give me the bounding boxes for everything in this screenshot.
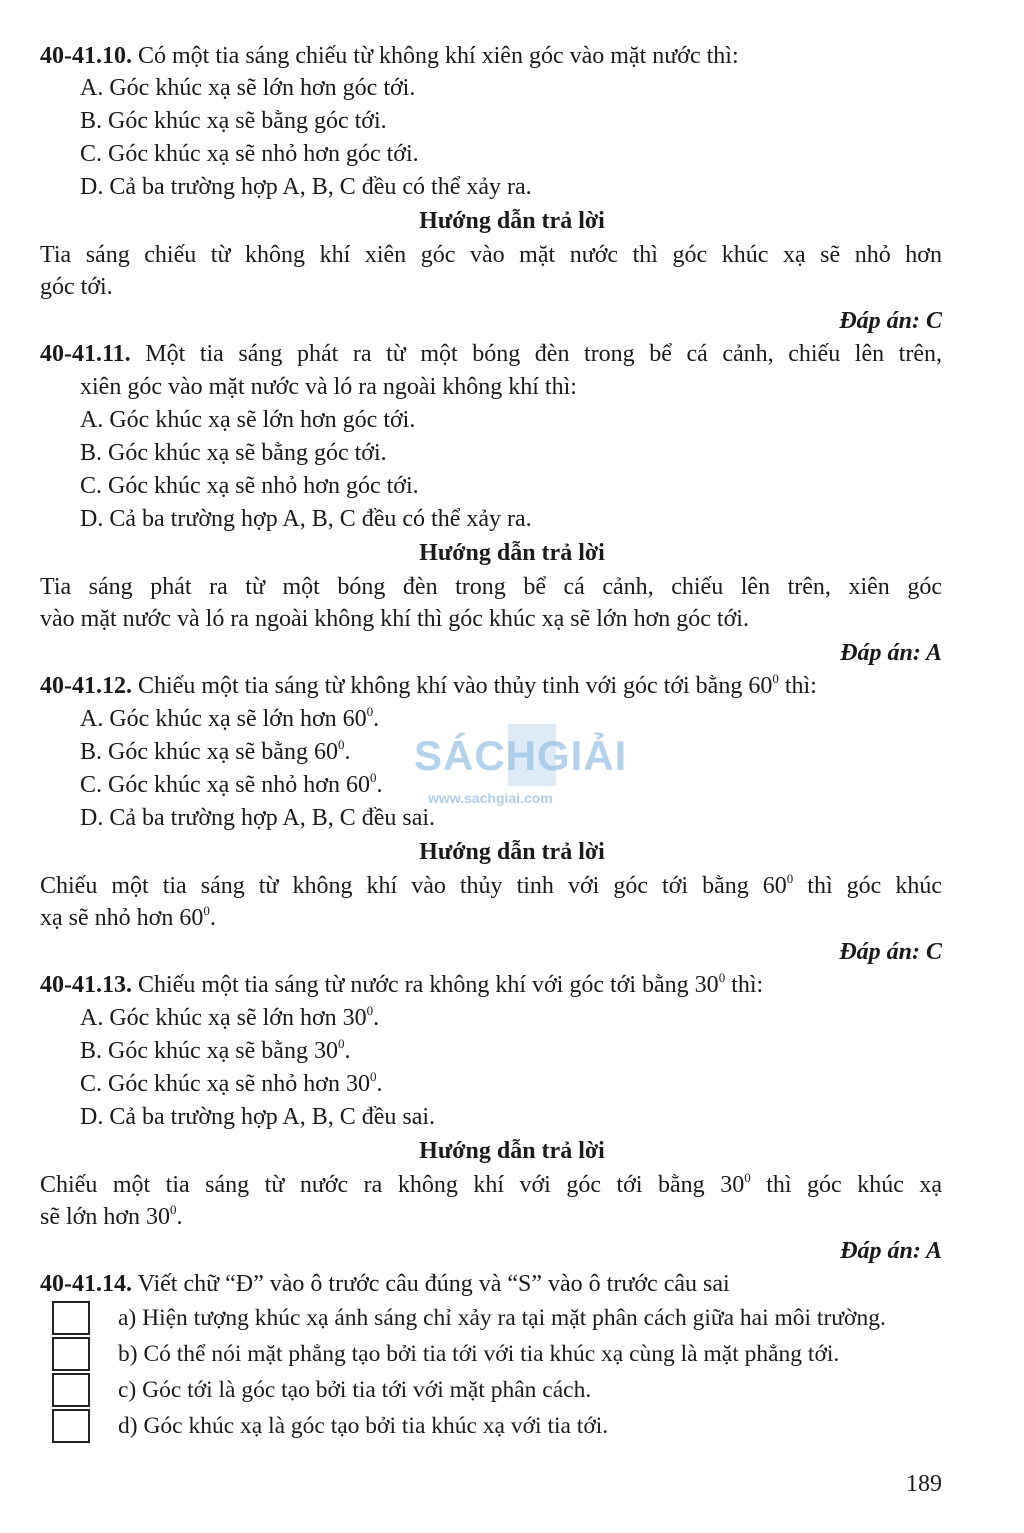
question-number: 40-41.11.: [40, 341, 131, 367]
watermark-url: www.sachgiai.com: [428, 790, 553, 806]
explanation-line: [40, 870, 942, 902]
question-number: 40-41.10.: [40, 43, 132, 69]
degree-mark: 0: [203, 903, 210, 918]
degree-mark: 0: [369, 770, 377, 785]
option-text: B. Góc khúc xạ sẽ bằng 30: [80, 1038, 338, 1064]
question-text: Viết chữ “Đ” vào ô trước câu đúng và “S” vào ô trước câu sai: [137, 1271, 730, 1297]
question-text-end: thì:: [778, 673, 817, 699]
explanation-line: [40, 1169, 942, 1201]
option-c: [80, 769, 382, 801]
question-number: 40-41.13.: [40, 972, 132, 998]
explanation-text: .: [209, 905, 216, 931]
watermark-brand: SÁCHGIẢI: [414, 732, 628, 779]
degree-mark: 0: [772, 671, 779, 686]
statement-d: d) Góc khúc xạ là góc tạo bởi tia khúc xạ với tia tới.: [118, 1413, 609, 1439]
explanation-line: [40, 1201, 183, 1233]
degree-mark: 0: [786, 871, 794, 886]
option-end: .: [373, 1005, 380, 1031]
answer-checkbox-a[interactable]: [52, 1301, 90, 1335]
guide-heading: Hướng dẫn trả lời: [419, 839, 605, 865]
explanation-text: xạ sẽ nhỏ hơn 60: [40, 905, 204, 931]
explanation-text: .: [176, 1204, 183, 1230]
option-d: [80, 1101, 435, 1133]
explanation-line: vào mặt nước và ló ra ngoài không khí thì góc khúc xạ sẽ lớn hơn góc tới.: [40, 606, 749, 632]
option-a: [80, 703, 379, 735]
option-end: .: [373, 706, 380, 732]
degree-mark: 0: [718, 970, 726, 985]
degree-mark: 0: [369, 1069, 377, 1084]
option-text: A. Góc khúc xạ sẽ lớn hơn 30: [80, 1005, 367, 1031]
option-c: [80, 1068, 382, 1100]
option-d: D. Cả ba trường hợp A, B, C đều có thể xảy ra.: [80, 506, 532, 532]
question-text: Một tia sáng phát ra từ một bóng đèn trong bể cá cảnh, chiếu lên trên,: [145, 341, 942, 367]
answer-checkbox-c[interactable]: [52, 1373, 90, 1407]
statement-b: b) Có thể nói mặt phẳng tạo bởi tia tới với tia khúc xạ cùng là mặt phẳng tới.: [118, 1341, 840, 1367]
answer-label: Đáp án: C: [839, 308, 942, 334]
option-b: [80, 1035, 350, 1067]
question-number: 40-41.14.: [40, 1271, 132, 1297]
option-end: .: [376, 1071, 383, 1097]
explanation-text: Chiếu một tia sáng từ không khí vào thủy tinh với góc tới bằng 60: [40, 873, 787, 899]
degree-mark: 0: [337, 1036, 345, 1051]
option-end: .: [376, 772, 383, 798]
option-d: D. Cả ba trường hợp A, B, C đều có thể xảy ra.: [80, 174, 532, 200]
explanation-line: góc tới.: [40, 274, 113, 300]
explanation-text: sẽ lớn hơn 30: [40, 1204, 171, 1230]
question-11-stem: [40, 338, 942, 370]
explanation-text: Chiếu một tia sáng từ nước ra không khí với góc tới bằng 30: [40, 1172, 745, 1198]
question-10-stem: [40, 40, 739, 72]
option-c: C. Góc khúc xạ sẽ nhỏ hơn góc tới.: [80, 473, 419, 499]
question-text-end: thì:: [725, 972, 764, 998]
degree-mark: 0: [744, 1170, 751, 1185]
question-12-stem: [40, 670, 817, 702]
option-b: B. Góc khúc xạ sẽ bằng góc tới.: [80, 440, 387, 466]
option-b: [80, 736, 350, 768]
option-text: C. Góc khúc xạ sẽ nhỏ hơn 30: [80, 1071, 370, 1097]
option-end: .: [344, 1038, 351, 1064]
guide-heading: Hướng dẫn trả lời: [419, 208, 605, 234]
degree-mark: 0: [366, 1003, 374, 1018]
question-text: Chiếu một tia sáng từ nước ra không khí với góc tới bằng 30: [138, 972, 719, 998]
answer-label: Đáp án: C: [839, 939, 942, 965]
degree-mark: 0: [337, 737, 345, 752]
watermark: [414, 722, 628, 812]
guide-heading: Hướng dẫn trả lời: [419, 540, 605, 566]
question-13-stem: [40, 969, 763, 1001]
statement-a: a) Hiện tượng khúc xạ ánh sáng chỉ xảy ra tại mặt phân cách giữa hai môi trường.: [118, 1305, 886, 1331]
explanation-line: Tia sáng phát ra từ một bóng đèn trong bể cá cảnh, chiếu lên trên, xiên góc: [40, 574, 942, 600]
degree-mark: 0: [366, 704, 374, 719]
explanation-text: thì góc khúc: [793, 873, 942, 899]
option-end: .: [344, 739, 351, 765]
question-14-stem: [40, 1268, 730, 1300]
explanation-line: Tia sáng chiếu từ không khí xiên góc vào mặt nước thì góc khúc xạ sẽ nhỏ hơn: [40, 242, 942, 268]
explanation-text: thì góc khúc xạ: [750, 1172, 942, 1198]
answer-checkbox-b[interactable]: [52, 1337, 90, 1371]
answer-checkbox-d[interactable]: [52, 1409, 90, 1443]
option-text: D. Cả ba trường hợp A, B, C đều sai.: [80, 1104, 436, 1130]
option-text: A. Góc khúc xạ sẽ lớn hơn 60: [80, 706, 367, 732]
option-c: C. Góc khúc xạ sẽ nhỏ hơn góc tới.: [80, 141, 419, 167]
option-text: B. Góc khúc xạ sẽ bằng 60: [80, 739, 338, 765]
question-text: Có một tia sáng chiếu từ không khí xiên góc vào mặt nước thì:: [138, 43, 739, 69]
option-b: B. Góc khúc xạ sẽ bằng góc tới.: [80, 108, 387, 134]
question-text: Chiếu một tia sáng từ không khí vào thủy tinh với góc tới bằng 60: [138, 673, 773, 699]
page-number: 189: [906, 1471, 942, 1497]
degree-mark: 0: [170, 1202, 177, 1217]
option-text: D. Cả ba trường hợp A, B, C đều sai.: [80, 805, 436, 831]
option-a: [80, 1002, 379, 1034]
option-a: A. Góc khúc xạ sẽ lớn hơn góc tới.: [80, 407, 416, 433]
question-number: 40-41.12.: [40, 673, 132, 699]
explanation-line: [40, 902, 216, 934]
question-text-continued: xiên góc vào mặt nước và ló ra ngoài không khí thì:: [80, 374, 577, 400]
option-text: C. Góc khúc xạ sẽ nhỏ hơn 60: [80, 772, 370, 798]
guide-heading: Hướng dẫn trả lời: [419, 1138, 605, 1164]
answer-label: Đáp án: A: [840, 1238, 942, 1264]
answer-label: Đáp án: A: [840, 640, 942, 666]
option-d: [80, 802, 435, 834]
option-a: A. Góc khúc xạ sẽ lớn hơn góc tới.: [80, 75, 416, 101]
statement-c: c) Góc tới là góc tạo bởi tia tới với mặt phân cách.: [118, 1377, 592, 1403]
